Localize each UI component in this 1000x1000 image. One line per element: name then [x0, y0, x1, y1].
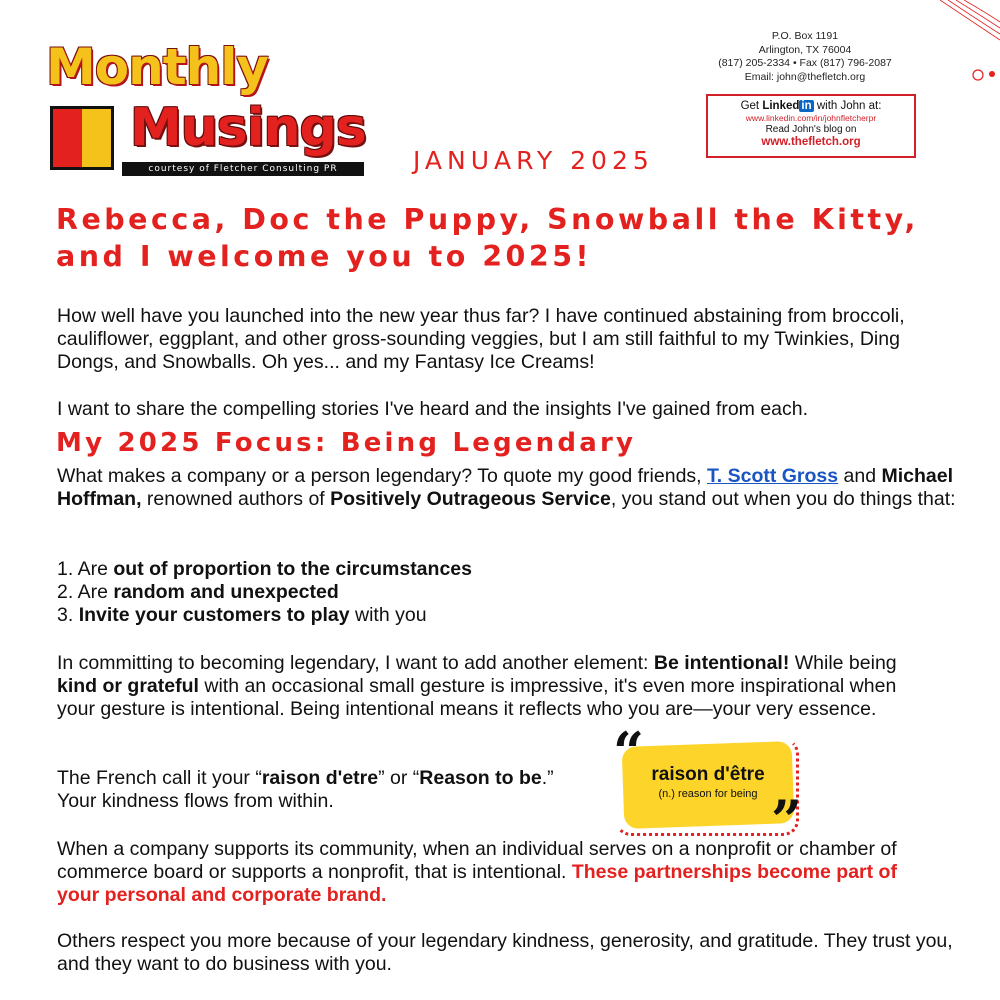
- raison-detre-graphic: [605, 720, 815, 852]
- linkedin-prefix: Get: [740, 100, 760, 112]
- raison-title: raison d'être: [651, 764, 765, 785]
- t-scott-gross-link[interactable]: T. Scott Gross: [707, 465, 839, 487]
- paragraph-legendary: What makes a company or a person legendary? To quote my good friends, T. Scott Gross and Michael Hoffman, renowned authors of Positively Outrageous Service, you stand out when you do things that:: [57, 465, 956, 510]
- paragraph-share: I want to share the compelling stories I've heard and the insights I've gained from each.: [57, 398, 809, 420]
- list-item: 3. Invite your customers to play with you: [57, 604, 427, 626]
- paragraph-closing: Others respect you more because of your legendary kindness, generosity, and gratitude. They trust you, and they want to do business with you.: [57, 930, 953, 975]
- logo-courtesy-strip: courtesy of Fletcher Consulting PR: [122, 162, 364, 176]
- logo-face-icon: [50, 106, 114, 170]
- blog-label: Read John's blog on: [765, 124, 857, 135]
- linkedin-suffix: with John at:: [816, 100, 882, 112]
- paragraph-raison: The French call it your “raison d'etre” or “Reason to be.” Your kindness flows from within.: [57, 767, 554, 812]
- linkedin-line: [708, 100, 914, 112]
- contact-line: P.O. Box 1191: [771, 30, 839, 42]
- logo-word-monthly: Monthly: [46, 38, 268, 96]
- contact-email[interactable]: Email: john@thefletch.org: [744, 70, 866, 83]
- contact-info: [700, 30, 910, 84]
- paragraph-community: When a company supports its community, when an individual serves on a nonprofit or chamber of commerce board or supports a nonprofit, that is intentional. These partnerships become part of your personal and corporate brand.: [57, 838, 897, 906]
- issue-date: JANUARY 2025: [413, 146, 654, 175]
- page-headline: Rebecca, Doc the Puppy, Snowball the Kitty, and I welcome you to 2025!: [56, 203, 919, 273]
- section-heading: My 2025 Focus: Being Legendary: [56, 428, 637, 458]
- paragraph-intro: How well have you launched into the new year thus far? I have continued abstaining from broccoli, cauliflower, eggplant, and other gross-sounding veggies, but I am still faithful to my Twinkies, Ding Dongs, and Snowballs. Oh yes... and my Fantasy Ice Creams!: [57, 305, 905, 373]
- list-item: 2. Are random and unexpected: [57, 581, 339, 603]
- legendary-list: [57, 558, 957, 627]
- raison-definition: (n.) reason for being: [658, 788, 758, 800]
- open-quote-icon: “: [613, 720, 645, 784]
- paragraph-intentional: In committing to becoming legendary, I want to add another element: Be intentional! While being kind or grateful with an occasional small gesture is impressive, it's even more inspirational when your gesture is intentional. Being intentional means it reflects who you are—your very essence.: [57, 652, 897, 720]
- linkedin-box: [706, 94, 916, 158]
- contact-line: (817) 205-2334 • Fax (817) 796-2087: [718, 57, 892, 69]
- newsletter-logo: [44, 38, 364, 178]
- blog-url-link[interactable]: www.thefletch.org: [761, 136, 861, 148]
- close-quote-icon: ”: [771, 788, 803, 852]
- decorative-swirl-icon: [930, 0, 1000, 90]
- linkedin-url-link[interactable]: www.linkedin.com/in/johnfletcherpr: [745, 113, 877, 123]
- list-item: 1. Are out of proportion to the circumstances: [57, 558, 472, 580]
- linkedin-logo-icon: Linked in: [762, 100, 812, 112]
- contact-line: Arlington, TX 76004: [758, 43, 852, 56]
- logo-word-musings: Musings: [130, 98, 366, 158]
